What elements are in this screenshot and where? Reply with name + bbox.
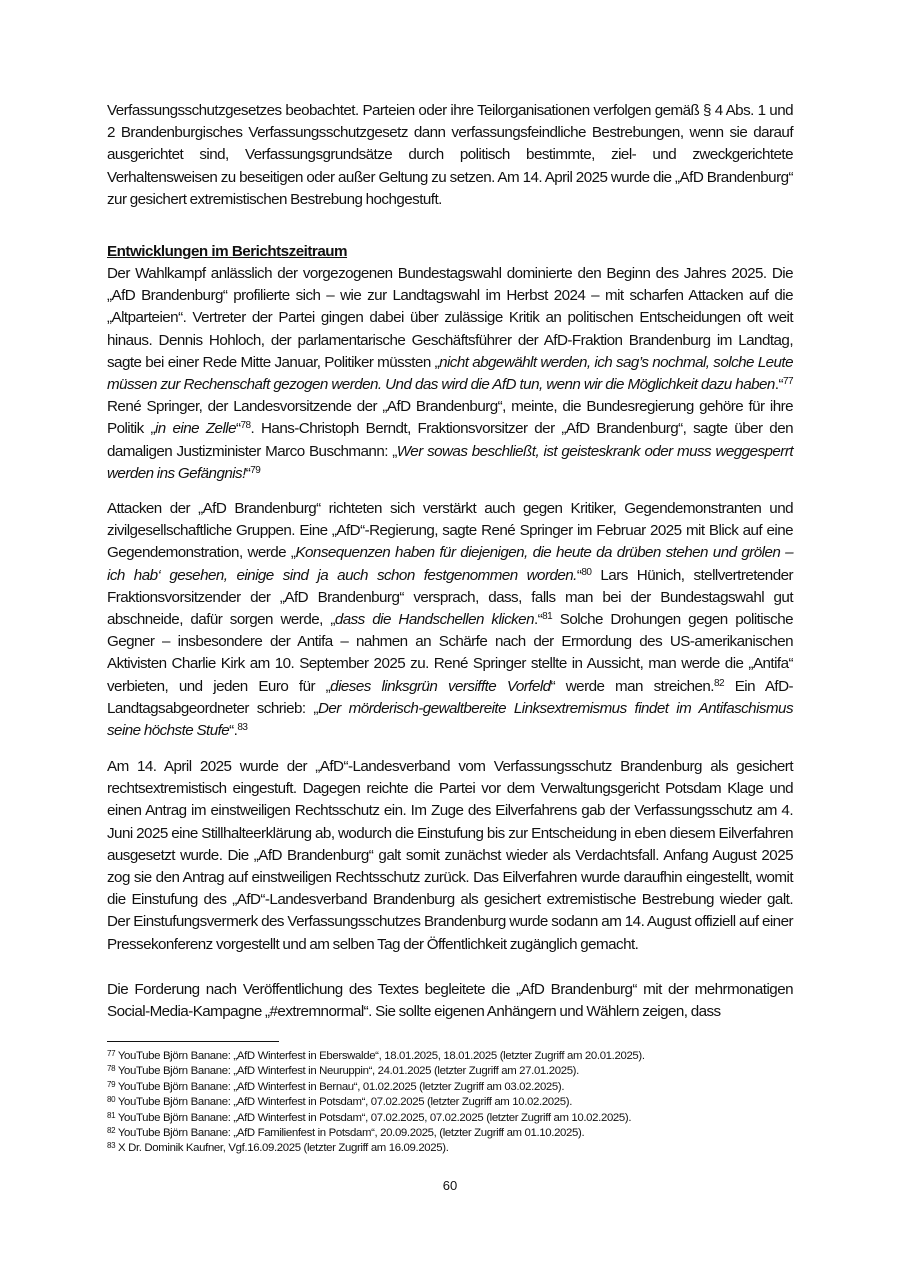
quote: Wer sowas beschließt, ist geisteskrank oder muss weggesperrt werden ins Gefängnis! [107, 442, 793, 482]
footnote-ref: 81 [542, 611, 553, 623]
paragraph-campaign: Die Forderung nach Veröffentlichung des Textes begleitete die „AfD Brandenburg“ mit der mehrmonatigen Social-Media-Kampagne „#extremnormal“. Sie sollte eigenen Anhängern und Wählern zeigen, dass [107, 981, 793, 1021]
paragraph-classification: Am 14. April 2025 wurde der „AfD“-Landesverband vom Verfassungsschutz Brandenburg als gesichert rechtsextremistisch eingestuft. Dagegen reichte die Partei vor dem Verwaltungsgericht Potsdam Klage und einen Antrag im einstweiligen Rechtsschutz ein. Im Zuge des Eilverfahrens gab der Verfassungsschutz am 4. Juni 2025 eine Stillhalteerklärung ab, wodurch die Einstufung bis zur Entscheidung in eben diesem Eilverfahren ausgesetzt wurde. Die „AfD Brandenburg“ galt somit zunächst wieder als Verdachtsfall. Anfang August 2025 zog sie den Antrag auf einstweiligen Rechtsschutz zurück. Das Eilverfahren wurde daraufhin eingestellt, womit die Einstufung des „AfD“-Landesverband Brandenburg als gesichert extremistische Bestrebung wieder galt. Der Einstufungsvermerk des Verfassungsschutzes Brandenburg wurde sodann am 14. August offiziell auf einer Pressekonferenz vorgestellt und am selben Tag der Öffentlichkeit zugänglich gemacht. [107, 758, 793, 953]
quote: Konsequenzen haben für diejenigen, die heute da drüben stehen und grölen – ich hab‘ gesehen, einige sind ja auch schon festgenommen worden. [107, 544, 794, 584]
section-heading: Entwicklungen im Berichtszeitraum [107, 243, 348, 260]
footnote: $^{81}$ YouTube Björn Banane: „AfD Winterfest in Potsdam“, 07.02.2025, 07.02.2025 (letzter Zugriff am 10.02.2025). [107, 1110, 632, 1124]
quote: Der mörderisch-gewaltbereite Linksextremismus findet im Antifaschismus seine höchste Stufe [107, 699, 793, 740]
footnote-ref: 78 [240, 420, 251, 432]
quote: dieses linksgrün versiffte Vorfeld [330, 677, 551, 695]
footnote: $^{80}$ YouTube Björn Banane: „AfD Winterfest in Potsdam“, 07.02.2025 (letzter Zugriff am 10.02.2025). [107, 1095, 573, 1109]
footnote-ref: 79 [250, 464, 261, 476]
footnote-separator [107, 1041, 279, 1042]
footnotes [107, 1049, 793, 1157]
paragraph-election-campaign: Der Wahlkampf anlässlich der vorgezogenen Bundestagswahl dominierte den Beginn des Jahres 2025. Die „AfD Brandenburg“ profilierte sich – wie zur Landtagswahl im Herbst 2024 – mit scharfen Attacken auf die „Altparteien“. Vertreter der Partei gingen dabei über zulässige Kritik an politischen Entscheidungen oft weit hinaus. Dennis Hohloch, der parlamentarische Geschäftsführer der AfD-Fraktion Brandenburg im Landtag, sagte bei einer Rede Mitte Januar, Politiker müssten „nicht abgewählt werden, ich sag’s nochmal, solche Leute müssen zur Rechenschaft gezogen werden. Und das wird die AfD tun, wenn wir die Möglichkeit dazu haben.“$^{77}$ René Springer, der Landesvorsitzende der „AfD Brandenburg“, meinte, die Bundesregierung gehöre für ihre Politik „in eine Zelle“$^{78}$. Hans-Christoph Berndt, Fraktionsvorsitzer der „AfD Brandenburg“, sagte über den damaligen Justizminister Marco Buschmann: „Wer sowas beschließt, ist geisteskrank oder muss weggesperrt werden ins Gefängnis!“$^{79}$ [107, 265, 793, 482]
footnote-ref: 82 [713, 677, 725, 689]
footnote: $^{82}$ YouTube Björn Banane: „AfD Familienfest in Potsdam“, 20.09.2025, (letzter Zugriff am 01.10.2025). [107, 1126, 585, 1140]
quote: nicht abgewählt werden, ich sag’s nochmal, solche Leute müssen zur Rechenschaft gezogen werden. Und das wird die AfD tun, wenn wir die Möglichkeit dazu haben [107, 353, 793, 394]
footnote: $^{79}$ YouTube Björn Banane: „AfD Winterfest in Bernau“, 01.02.2025 (letzter Zugriff am 03.02.2025). [107, 1079, 565, 1093]
quote: dass die Handschellen klicken [334, 611, 534, 629]
footnote: $^{78}$ YouTube Björn Banane: „AfD Winterfest in Neuruppin“, 24.01.2025 (letzter Zugriff am 27.01.2025). [107, 1064, 579, 1078]
footnote-ref: 83 [237, 722, 248, 734]
paragraph-attacks: Attacken der „AfD Brandenburg“ richteten sich verstärkt auch gegen Kritiker, Gegendemonstranten und zivilgesellschaftliche Gruppen. Eine „AfD“-Regierung, sagte René Springer im Februar 2025 mit Blick auf eine Gegendemonstration, werde „Konsequenzen haben für diejenigen, die heute da drüben stehen und grölen – ich hab‘ gesehen, einige sind ja auch schon festgenommen worden.“$^{80}$ Lars Hünich, stellvertretender Fraktionsvorsitzender der „AfD Brandenburg“ versprach, dass, falls man bei der Bundestagswahl gut abschneide, dafür sorgen werde, „dass die Handschellen klicken.“$^{81}$ Solche Drohungen gegen politische Gegner – insbesondere der Antifa – nahmen an Schärfe nach der Ermordung des US-amerikanischen Aktivisten Charlie Kirk am 10. September 2025 zu. René Springer stellte in Aussicht, man werde die „Antifa“ verbieten, und jeden Euro für „dieses linksgrün versiffte Vorfeld“ werde man streichen.$^{82}$ Ein AfD-Landtagsabgeordneter schrieb: „Der mörderisch-gewaltbereite Linksextremismus findet im Antifaschismus seine höchste Stufe“.$^{83}$ [107, 500, 794, 740]
page-number: 60 [442, 1178, 458, 1193]
footnote-ref: 77 [782, 376, 793, 388]
quote: in eine Zelle [154, 420, 236, 438]
footnote: $^{77}$ YouTube Björn Banane: „AfD Winterfest in Eberswalde“, 18.01.2025, 18.01.2025 (letzter Zugriff am 20.01.2025). [107, 1049, 645, 1062]
footnote-ref: 80 [581, 566, 592, 578]
intro-paragraph: Verfassungsschutzgesetzes beobachtet. Parteien oder ihre Teilorganisationen verfolgen gemäß § 4 Abs. 1 und 2 Brandenburgisches Verfassungsschutzgesetz dann verfassungsfeindliche Bestrebungen, wenn sie darauf ausgerichtet sind, Verfassungsgrundsätze durch politisch bestimmte, ziel- und zweckgerichtete Verhaltensweisen zu beseitigen oder außer Geltung zu setzen. Am 14. April 2025 wurde die „AfD Brandenburg“ zur gesichert extremistischen Bestrebung hochgestuft. [107, 102, 793, 208]
footnote: $^{83}$ X Dr. Dominik Kaufner, Vgf.16.09.2025 (letzter Zugriff am 16.09.2025). [107, 1141, 449, 1155]
